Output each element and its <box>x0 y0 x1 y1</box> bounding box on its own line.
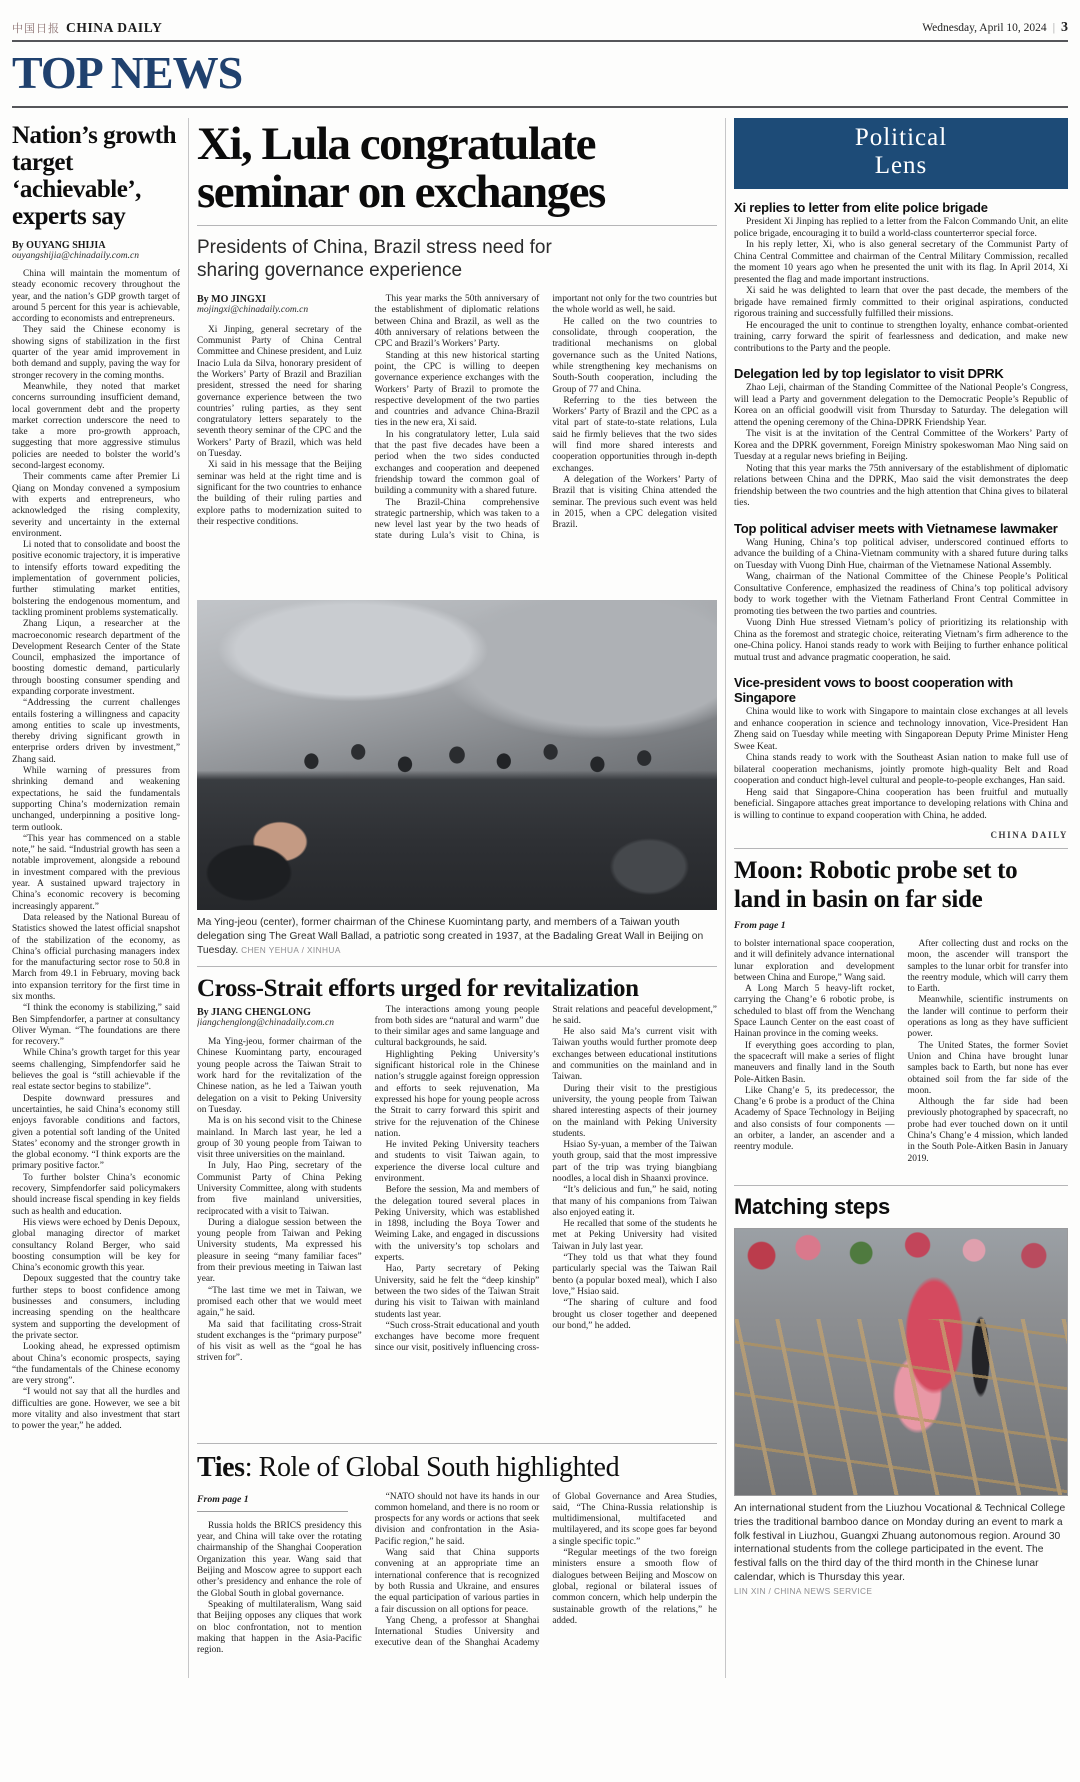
left-article-headline: Nation’s growth target ‘achievable’, experts say <box>12 122 177 230</box>
lead-paragraphs <box>197 294 717 543</box>
brief-body <box>734 538 1068 665</box>
paragraph: Wang, chairman of the National Committee of the Chinese People’s Political Consultative Conference, emphasized the readiness of China’s top political advisory body to work together with the Vietnam Fatherland Front Central Committee in promoting ties between the two parties and countries. <box>734 572 1068 617</box>
bamboo-dance-photo <box>734 1228 1068 1496</box>
paragraph: “Such cross-Strait educational and youth exchanges have become more frequent since our visit, positively influencing cross-Strait relations and peaceful development,” he said. <box>374 1004 717 1354</box>
paragraph: Their comments came after Premier Li Qiang on Monday convened a symposium with experts and entrepreneurs, who acknowledged the rising complexity, severity and uncertainty in the external environment. <box>12 472 180 539</box>
brief-body <box>734 707 1068 822</box>
political-lens-section <box>734 200 1068 355</box>
paragraph: Despite downward pressures and uncertainties, he said China’s economy still enjoys favorable conditions and factors, given a potential soft landing of the United States’ economy and the stronger growth in the global economy. “I think exports are the primary positive factor.” <box>12 1093 180 1172</box>
paragraph: While China’s growth target for this year seems challenging, Simpfendorfer said he believes the goal is “still achievable if the real estate sector begins to stabilize”. <box>12 1048 180 1093</box>
bamboo-dance-caption <box>734 1502 1068 1599</box>
paragraph: They said the Chinese economy is showing signs of stabilization in the first quarter of the year amid improvement in both demand and supply, paving the way for stronger recovery in the coming months. <box>12 325 180 381</box>
paragraph: Ma said that facilitating cross-Strait student exchanges is the “primary purpose” of his visit as well as the “goal he has striven for”. <box>197 1319 362 1364</box>
left-article <box>12 118 180 1678</box>
paragraph: China stands ready to work with the Southeast Asian nation to make full use of bilateral cooperation mechanisms, jointly promote high-quality Belt and Road cooperation and conduct high-level cultural and people-to-people exchanges, Han said. <box>734 753 1068 786</box>
matching-steps-headline: Matching steps <box>734 1194 890 1219</box>
paragraph: Depoux suggested that the country take further steps to boost confidence among businesses and consumers, including increasing spending on the healthcare system and supporting the development of the private sector. <box>12 1274 180 1341</box>
moon-headline <box>734 857 1068 914</box>
paragraph: Highlighting Peking University’s significant historical role in the Chinese nation’s struggle against foreign oppression and efforts to seek rejuvenation, Ma expressed his hope for young people across the Strait to carry forward this spirit and strive for the rejuvenation of the Chinese nation. <box>374 1049 540 1139</box>
caption-text: An international student from the Liuzhou Vocational & Technical College tries the traditional bamboo dance on Monday during an event to mark a folk festival in Liuzhou, Guangxi Zhuang autonomous region. Around 30 international students from the college participated in the event. The festival falls on the third day of the third month in the Chinese lunar calendar, which is Thursday this year. <box>734 1503 1066 1583</box>
moon-body <box>734 939 1068 1177</box>
paragraph: “This year has commenced on a stable note,” he said. “Industrial growth has seen a notable improvement, alongside a rebound in investment compared with the previous year. A sustained upward trajectory in China’s economic recovery is becoming increasingly apparent.” <box>12 833 180 912</box>
china-daily-logo-icon: 中国日报 <box>12 23 60 35</box>
paragraph: During their visit to the prestigious university, the young people from Taiwan shared interesting aspects of their journey on the mainland with Peking University students. <box>552 1083 717 1139</box>
paragraph: to bolster international space cooperation, and it will definitely advance international lunar exploration and development between China and Europe,” Wang said. <box>734 939 895 983</box>
paragraph: Meanwhile, scientific instruments on the lander will continue to perform their operations as long as they have sufficient power. <box>907 995 1068 1040</box>
paragraph: “I think the economy is stabilizing,” said Ben Simpfendorfer, a partner at consultancy Oliver Wyman. “The foundations are there for recovery.” <box>12 1003 180 1048</box>
political-lens-title-line1: Political <box>854 124 948 151</box>
paragraph: Yang Cheng, a professor at Shanghai International Studies University and executive dean of the Shanghai Academy of Global Governance and Area Studies, said, “The China-Russia relationship is multidimensional, multifaceted and multilayered, and its scope goes far beyond a single specific topic.” <box>374 1491 717 1649</box>
masthead-title: CHINA DAILY <box>66 20 163 35</box>
paragraph: Xi said in his message that the Beijing seminar was held at the right time and is significant for the two countries to enhance the building of their ruling parties and explore paths to modernization suited to their respective conditions. <box>197 460 362 527</box>
paragraph: Looking ahead, he expressed optimism about China’s economic prospects, saying “the fundamentals of the Chinese economy are very strong”. <box>12 1342 180 1387</box>
cross-strait-byline: By JIANG CHENGLONG <box>197 1006 311 1018</box>
left-article-byline: By OUYANG SHIJIA <box>12 240 106 251</box>
paragraph: The Brazil-China comprehensive strategic partnership, which was taken to a new level last year by the two heads of state during Lula’s visit to China, is important not only for the two countries but the whole world as well, he said. <box>374 294 717 542</box>
great-wall-photo <box>197 600 717 910</box>
political-lens-title-line2: Lens <box>874 152 928 179</box>
masthead-dateline <box>922 20 1068 36</box>
dateline-separator: | <box>1052 22 1055 34</box>
brief-body <box>734 217 1068 355</box>
paragraph: During a dialogue session between the young people from Taiwan and Peking University students, Ma expressed his pleasure in seeing “many familiar faces” from their previous meeting in Taiwan last year. <box>197 1217 362 1285</box>
paragraph: Like Chang’e 5, its predecessor, the Chang’e 6 probe is a product of the China Academy of Space Technology in Beijing and also consists of four components — an orbiter, a lander, an ascender and a reentry module. <box>734 1085 895 1153</box>
paragraph: He recalled that some of the students he met at Peking University had visited Taiwan in July last year. <box>552 1219 717 1252</box>
paragraph: He encouraged the unit to continue to strengthen loyalty, enhance combat-oriented training, carry forward the spirit of fearlessness and dedication, and make new contributions to the Party and the people. <box>734 320 1068 354</box>
paragraph: “It’s delicious and fun,” he said, noting that many of his companions from Taiwan also enjoyed eating it. <box>552 1185 717 1218</box>
lead-byline: By MO JINGXI <box>197 294 266 306</box>
paragraph: Referring to the ties between the Workers’ Party of Brazil and the CPC as a vital part of state-to-state relations, Lula said he firmly believes that the two sides will find more shared interests and cooperation opportunities through in-depth exchanges. <box>552 395 717 474</box>
paragraph: “The last time we met in Taiwan, we promised each other that we would meet again,” he said. <box>197 1285 362 1319</box>
section-rule <box>734 1185 1068 1186</box>
paragraph: Russia holds the BRICS presidency this year, and China will take over the rotating chairmanship of the Shanghai Cooperation Organization this year. Wang said that Beijing and Moscow agree to support each other’s presidency and enhance the role of the Global South in global governance. <box>197 1520 362 1599</box>
great-wall-caption <box>197 916 717 957</box>
paragraph: Ma Ying-jeou, former chairman of the Chinese Kuomintang party, encouraged young people across the Taiwan Strait to work hard for the revitalization of the Chinese nation, as he led a Taiwan youth delegation on a visit to Peking University on Tuesday. <box>197 1037 362 1115</box>
paragraph: President Xi Jinping has replied to a letter from the Falcon Commando Unit, an elite police brigade, encouraging it to build a world-class counterterror special force. <box>734 217 1068 239</box>
moon-headline-rest: : Robotic probe set to land in basin on far side <box>734 857 1018 913</box>
left-article-body <box>12 269 180 1433</box>
moon-headline-lead: Moon <box>734 857 796 884</box>
section-title: TOP NEWS <box>12 42 1068 108</box>
headline-rule <box>197 225 717 226</box>
paragraph: Heng said that Singapore-China cooperation has been fruitful and mutually beneficial. Singapore attaches great importance to developing relations with China and is willing to continue to expand cooperation with China, he added. <box>734 787 1068 821</box>
paragraph: China would like to work with Singapore to maintain close exchanges at all levels and enhance cooperation in science and technology innovation, Vice-President Han Zheng said on Tuesday while meeting with Singaporean Deputy Prime Minister Heng Swee Keat. <box>734 707 1068 752</box>
paragraph: While warning of pressures from shrinking demand and weakening expectations, he said the fundamentals supporting China’s modernization remain unchanged, underpinning a positive long-term outlook. <box>12 766 180 833</box>
ties-body <box>197 1492 717 1678</box>
photo-credit: CHEN YEHUA / XINHUA <box>241 944 341 955</box>
column-divider <box>188 118 189 1678</box>
paragraph: “Regular meetings of the two foreign ministers ensure a smooth flow of dialogues between Beijing and Moscow on global, regional or bilateral issues of common concern, which help underpin the sustainable growth of the relations,” he added. <box>552 1548 717 1626</box>
paragraph: “They told us that what they found particularly special was the Taiwan Rail bento (a popular boxed meal), which I also love,” Hsiao said. <box>552 1253 717 1297</box>
paragraph: Vuong Dinh Hue stressed Vietnam’s policy of prioritizing its relationship with China as the foremost and strategic choice, reiterating Vietnam’s firm adherence to the one-China policy. Hanoi stands ready to work with Beijing to further enhance political mutual trust and advance pragmatic cooperation, he said. <box>734 618 1068 663</box>
cross-strait-body <box>197 1005 717 1435</box>
lead-email: mojingxi@chinadaily.com.cn <box>197 305 309 316</box>
paragraph: Wang Huning, China’s top political adviser, underscored continued efforts to advance the building of a China-Vietnam community with a shared future during talks on Tuesday with Vuong Dinh Hue, chairman of the Vietnamese National Assembly. <box>734 537 1068 571</box>
caption-text: Ma Ying-jeou (center), former chairman of the Chinese Kuomintang party, and members of a Taiwan youth delegation sing The Great Wall Ballad, a patriotic song created in 1937, at the Badaling Great Wall in Beijing on Tuesday. <box>197 917 704 956</box>
masthead-brand <box>12 20 163 36</box>
moon-from-page: From page 1 <box>734 920 786 931</box>
paragraph: Wang said that China supports convening at an appropriate time an international conference that is recognized by both Russia and Ukraine, and ensures the equal participation of various parties in a fair discussion on all options for peace. <box>374 1548 540 1615</box>
paragraph: “I would not say that all the hurdles and difficulties are gone. However, we see a bit more vitality and also investment that start to power the year,” he added. <box>12 1387 180 1432</box>
cross-strait-paragraphs <box>197 1005 717 1365</box>
paragraph: If everything goes according to plan, the spacecraft will make a series of flight maneuvers and finally land in the South Pole-Aitken Basin. <box>734 1040 895 1085</box>
political-lens-banner <box>734 118 1068 189</box>
political-lens-section <box>734 521 1068 665</box>
brief-heading: Delegation led by top legislator to visit DPRK <box>734 366 1004 381</box>
paragraph: Before the session, Ma and members of the delegation toured several places in Peking University, which was established in 1898, including the Boya Tower and Weiming Lake, and engaged in discussions with the university’s top scholars and experts. <box>374 1185 540 1264</box>
paragraph: Speaking of multilateralism, Wang said that Beijing opposes any cliques that work on bloc confrontation, not to mention making that happen in the Asia-Pacific region. <box>197 1599 362 1656</box>
brief-heading: Vice-president vows to boost cooperation with Singapore <box>734 675 1013 705</box>
main-column <box>197 118 717 1678</box>
paragraph: To further bolster China’s economic recovery, Simpfendorfer said policymakers should increase fiscal spending in key fields such as health and education. <box>12 1172 180 1217</box>
photo-credit: LIN XIN / CHINA NEWS SERVICE <box>734 1585 873 1596</box>
paragraph: After collecting dust and rocks on the moon, the ascender will transport the samples to the lunar orbit for transfer into the reentry module, which will carry them to Earth. <box>907 939 1068 995</box>
paragraph: The visit is at the invitation of the Central Committee of the Workers’ Party of Korea and the DPRK government, Foreign Ministry spokeswoman Mao Ning said on Tuesday at a regular news briefing in Beijing. <box>734 429 1068 462</box>
paragraph: Zhang Liqun, a researcher at the macroeconomic research department of the Development Research Center of the State Council, emphasized the importance of boosting domestic demand, particularly through boosting consumer spending and expanding corporate investment. <box>12 619 180 697</box>
political-lens-credit: CHINA DAILY <box>990 830 1068 840</box>
paragraph: Ma is on his second visit to the Chinese mainland. In March last year, he led a group of 30 young people from Taiwan to visit three universities on the mainland. <box>197 1116 362 1161</box>
political-lens-section <box>734 675 1068 822</box>
ties-headline <box>197 1452 717 1484</box>
paragraph: The United States, the former Soviet Union and China have brought lunar samples back to Earth, but none has ever obtained soil from the far side of the moon. <box>907 1040 1068 1096</box>
paragraph: Li noted that to consolidate and boost the positive economic trajectory, it is imperative to intensify efforts toward expediting the implementation of government policies, further stimulating market entities, bolstering the endogenous momentum, and tackling prominent problems systematically. <box>12 540 180 618</box>
ties-paragraphs <box>197 1492 717 1657</box>
political-lens-section <box>734 366 1068 510</box>
paragraph: He also said Ma’s current visit with Taiwan youths would further promote deep exchanges between educational institutions and communities on the mainland and in Taiwan. <box>552 1027 717 1083</box>
paragraph: This year marks the 50th anniversary of the establishment of diplomatic relations between China and Brazil, as well as the 40th anniversary of relations between the CPC and Brazil’s Workers’ Party. <box>374 294 540 350</box>
ties-headline-lead: Ties <box>197 1451 245 1483</box>
paragraph: He invited Peking University teachers and students to visit Taiwan again, to experience the diverse local culture and environment. <box>374 1140 540 1184</box>
paragraph: Although the far side had been previously photographed by spacecraft, no probe had ever touched down on it until China’s Chang’e 4 mission, which landed in the South Pole-Aitken Basin in January 2019. <box>907 1097 1068 1164</box>
paragraph: In his reply letter, Xi, who is also general secretary of the Communist Party of China Central Committee and chairman of the Central Military Commission, recalled the moment 10 years ago when he presented the unit with its flag. In April 2014, Xi presented the flag and made important instructions. <box>734 240 1068 285</box>
paragraph: Zhao Leji, chairman of the Standing Committee of the National People’s Congress, will lead a Party and government delegation to the Democratic People’s Republic of Korea on an official goodwill visit from Thursday to Saturday. The delegation will attend the opening ceremony of the China-DPRK Friendship Year. <box>734 383 1068 428</box>
paragraph: He called on the two countries to consolidate, through cooperation, the traditional mechanisms on global governance such as the United Nations, while strengthening key mechanisms on South-South cooperation, including the Group of 77 and China. <box>552 316 717 395</box>
column-divider <box>725 118 726 1678</box>
paragraph: “NATO should not have its hands in our common homeland, and there is no room or prospects for any words or actions that seek division and confrontation in the Asia-Pacific region,” he said. <box>374 1491 540 1547</box>
paragraph: Hao, Party secretary of Peking University, said he felt the “deep kinship” between the two sides of the Taiwan Strait during his visit to Taiwan with mainland students last year. <box>374 1264 540 1320</box>
ties-headline-rest: : Role of Global South highlighted <box>244 1451 620 1483</box>
paragraph: Hsiao Sy-yuan, a member of the Taiwan youth group, said that the most impressive part of the trip was trying biangbiang noodles, a local dish in Shaanxi province. <box>552 1140 717 1184</box>
lead-article-body <box>197 294 717 600</box>
paragraph: Noting that this year marks the 75th anniversary of the establishment of diplomatic relations between China and the DPRK, Mao said the visit demonstrates the deep friendship between the two countries and the high attention that China gives to bilateral ties. <box>734 463 1068 508</box>
paragraph: Standing at this new historical starting point, the CPC is willing to deepen governance experience exchanges with the Workers’ Party of Brazil to promote the respective development of the two parties and countries and advance China-Brazil ties in the new era, Xi said. <box>374 350 540 429</box>
paragraph: Data released by the National Bureau of Statistics showed the latest official snapshot of the stabilization of the economy, as China’s official purchasing managers index for the manufacturing sector rose to 50.8 in March from 49.1 in February, moving back into expansion territory for the first time in six months. <box>12 912 180 1002</box>
paragraph: A delegation of the Workers’ Party of Brazil that is visiting China attended the seminar. The previous such event was held in 2015, when a CPC delegation visited Brazil. <box>552 474 717 531</box>
lead-headline: Xi, Lula congratulate seminar on exchanges <box>197 118 605 219</box>
paragraph: Meanwhile, they noted that market concerns surrounding insufficient demand, local government debt and the property market correction underscore the need to take a more pro-growth approach, suggesting that more aggressive stimulus policies are needed to bolster the world’s second-largest economy. <box>12 381 180 472</box>
brief-heading: Top political adviser meets with Vietnamese lawmaker <box>734 520 1058 536</box>
page-content <box>12 108 1068 1678</box>
paragraph: “The sharing of culture and food brought us closer together and deepened our bond,” he added. <box>552 1298 717 1331</box>
masthead <box>12 8 1068 42</box>
page-number: 3 <box>1061 20 1068 35</box>
paragraph: Xi Jinping, general secretary of the Communist Party of China Central Committee and Chinese president, and Luiz Inacio Lula da Silva, honorary president of the Workers’ Party of Brazil and Brazilian president, stressed the need for sharing governance experience between the two countries’ ruling parties, as they sent congratulatory letters separately to the seventh theory seminar of the CPC and the Workers’ Party of Brazil, which was held on Tuesday. <box>197 324 362 460</box>
left-article-email: ouyangshijia@chinadaily.com.cn <box>12 251 139 261</box>
paragraph: In his congratulatory letter, Lula said that the past five decades have been a period when the two sides conducted exchanges and cooperation and deepened friendship toward the common goal of building a community with a shared future. <box>374 429 540 497</box>
paragraph: China will maintain the momentum of steady economic recovery throughout the year, and the nation’s GDP growth target of around 5 percent for this year is achievable, according to economists and entrepreneurs. <box>12 269 180 325</box>
paragraph: His views were echoed by Denis Depoux, global managing director of market consultancy Roland Berger, who said boosting consumption will be key for China’s economic growth this year. <box>12 1217 180 1274</box>
cross-strait-headline: Cross-Strait efforts urged for revitalization <box>197 974 639 1002</box>
cross-strait-email: jiangchenglong@chinadaily.com.cn <box>197 1017 334 1028</box>
date-text: Wednesday, April 10, 2024 <box>922 22 1047 34</box>
paragraph: A Long March 5 heavy-lift rocket, carrying the Chang’e 6 robotic probe, is scheduled to blast off from the Wenchang Space Launch Center on the east coast of Hainan province in the coming weeks. <box>734 984 895 1040</box>
section-rule <box>197 966 717 967</box>
ties-from-page: From page 1 <box>197 1494 348 1512</box>
paragraph: In July, Hao Ping, secretary of the Communist Party of China Peking University Committee, along with students from five mainland universities, reciprocated with a visit to Taiwan. <box>197 1161 362 1217</box>
paragraph: The interactions among young people from both sides are “natural and warm” due to their similar ages and same language and cultural backgrounds, he said. <box>374 1004 540 1049</box>
paragraph: “Addressing the current challenges entails fostering a willingness and capacity among entities to scale up investments, thereby driving significant growth in enterprise orders driven by investment,” Zhang said. <box>12 698 180 765</box>
right-sidebar <box>734 118 1068 1678</box>
lead-deck: Presidents of China, Brazil stress need for sharing governance experience <box>197 236 552 281</box>
brief-heading: Xi replies to letter from elite police brigade <box>734 200 988 215</box>
section-rule <box>734 848 1068 849</box>
brief-body <box>734 383 1068 510</box>
section-rule <box>197 1443 717 1444</box>
paragraph: Xi said he was delighted to learn that over the past decade, the members of the brigade have remained firmly committed to their original aspirations, conducted rigorous training and successfully fulfilled their missions. <box>734 286 1068 319</box>
